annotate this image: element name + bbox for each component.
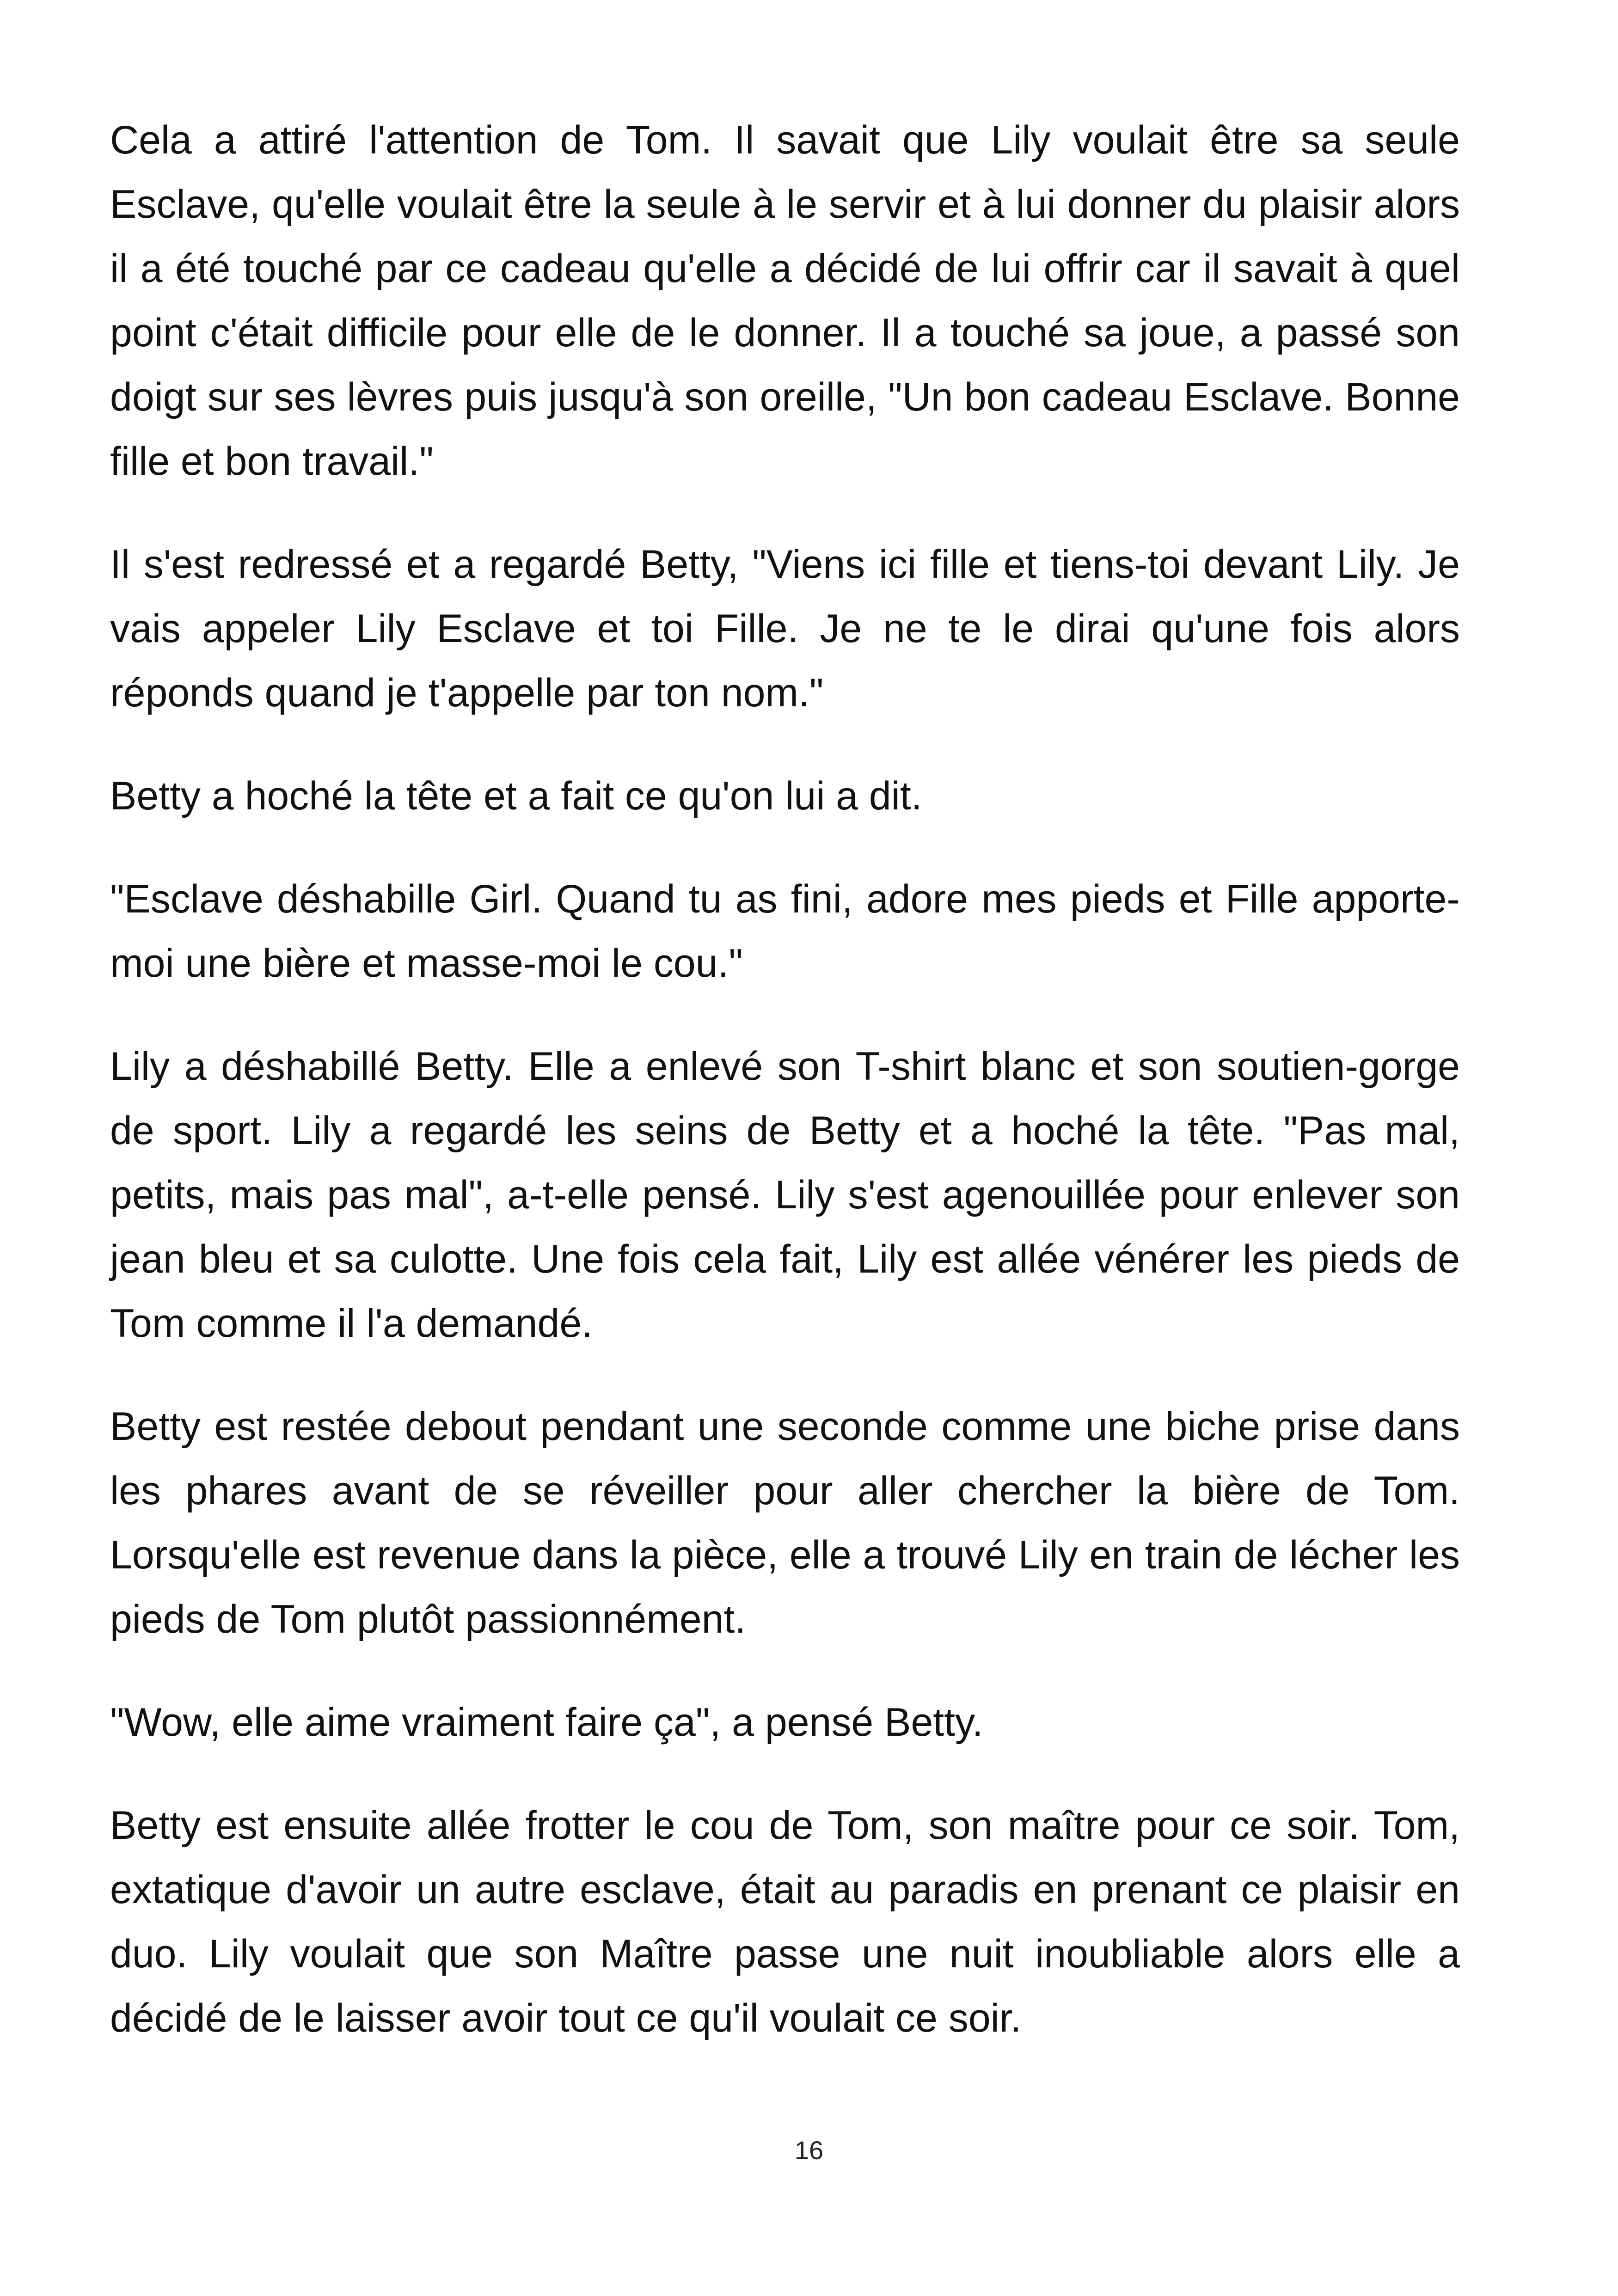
- paragraph-7: "Wow, elle aime vraiment faire ça", a pensé Betty.: [110, 1700, 983, 1745]
- paragraph-2: Il s'est redressé et a regardé Betty, "Viens ici fille et tiens-toi devant Lily. Je vais appeler Lily Esclave et toi Fille. Je ne te le dirai qu'une fois alors réponds quand je t'appelle par ton nom.": [110, 542, 1460, 715]
- page-number: 16: [794, 2136, 824, 2165]
- paragraph-4: "Esclave déshabille Girl. Quand tu as fini, adore mes pieds et Fille apporte-moi une bière et masse-moi le cou.": [110, 877, 1460, 986]
- paragraph-8: Betty est ensuite allée frotter le cou de Tom, son maître pour ce soir. Tom, extatique d'avoir un autre esclave, était au paradis en prenant ce plaisir en duo. Lily voulait que son Maître passe une nuit inoubliable alors elle a décidé de le laisser avoir tout ce qu'il voulait ce soir.: [110, 1803, 1460, 2040]
- paragraph-5: Lily a déshabillé Betty. Elle a enlevé son T-shirt blanc et son soutien-gorge de sport. Lily a regardé les seins de Betty et a hoché la tête. "Pas mal, petits, mais pas mal", a-t-elle pensé. Lily s'est agenouillée pour enlever son jean bleu et sa culotte. Une fois cela fait, Lily est allée vénérer les pieds de Tom comme il l'a demandé.: [110, 1044, 1460, 1346]
- paragraph-6: Betty est restée debout pendant une seconde comme une biche prise dans les phares avant de se réveiller pour aller chercher la bière de Tom. Lorsqu'elle est revenue dans la pièce, elle a trouvé Lily en train de lécher les pieds de Tom plutôt passionnément.: [110, 1404, 1460, 1641]
- paragraph-1: Cela a attiré l'attention de Tom. Il savait que Lily voulait être sa seule Esclave, qu'elle voulait être la seule à le servir et à lui donner du plaisir alors il a été touché par ce cadeau qu'elle a décidé de lui offrir car il savait à quel point c'était difficile pour elle de le donner. Il a touché sa joue, a passé son doigt sur ses lèvres puis jusqu'à son oreille, "Un bon cadeau Esclave. Bonne fille et bon travail.": [110, 118, 1460, 484]
- body-text: [110, 108, 1460, 2089]
- paragraph-3: Betty a hoché la tête et a fait ce qu'on lui a dit.: [110, 774, 922, 818]
